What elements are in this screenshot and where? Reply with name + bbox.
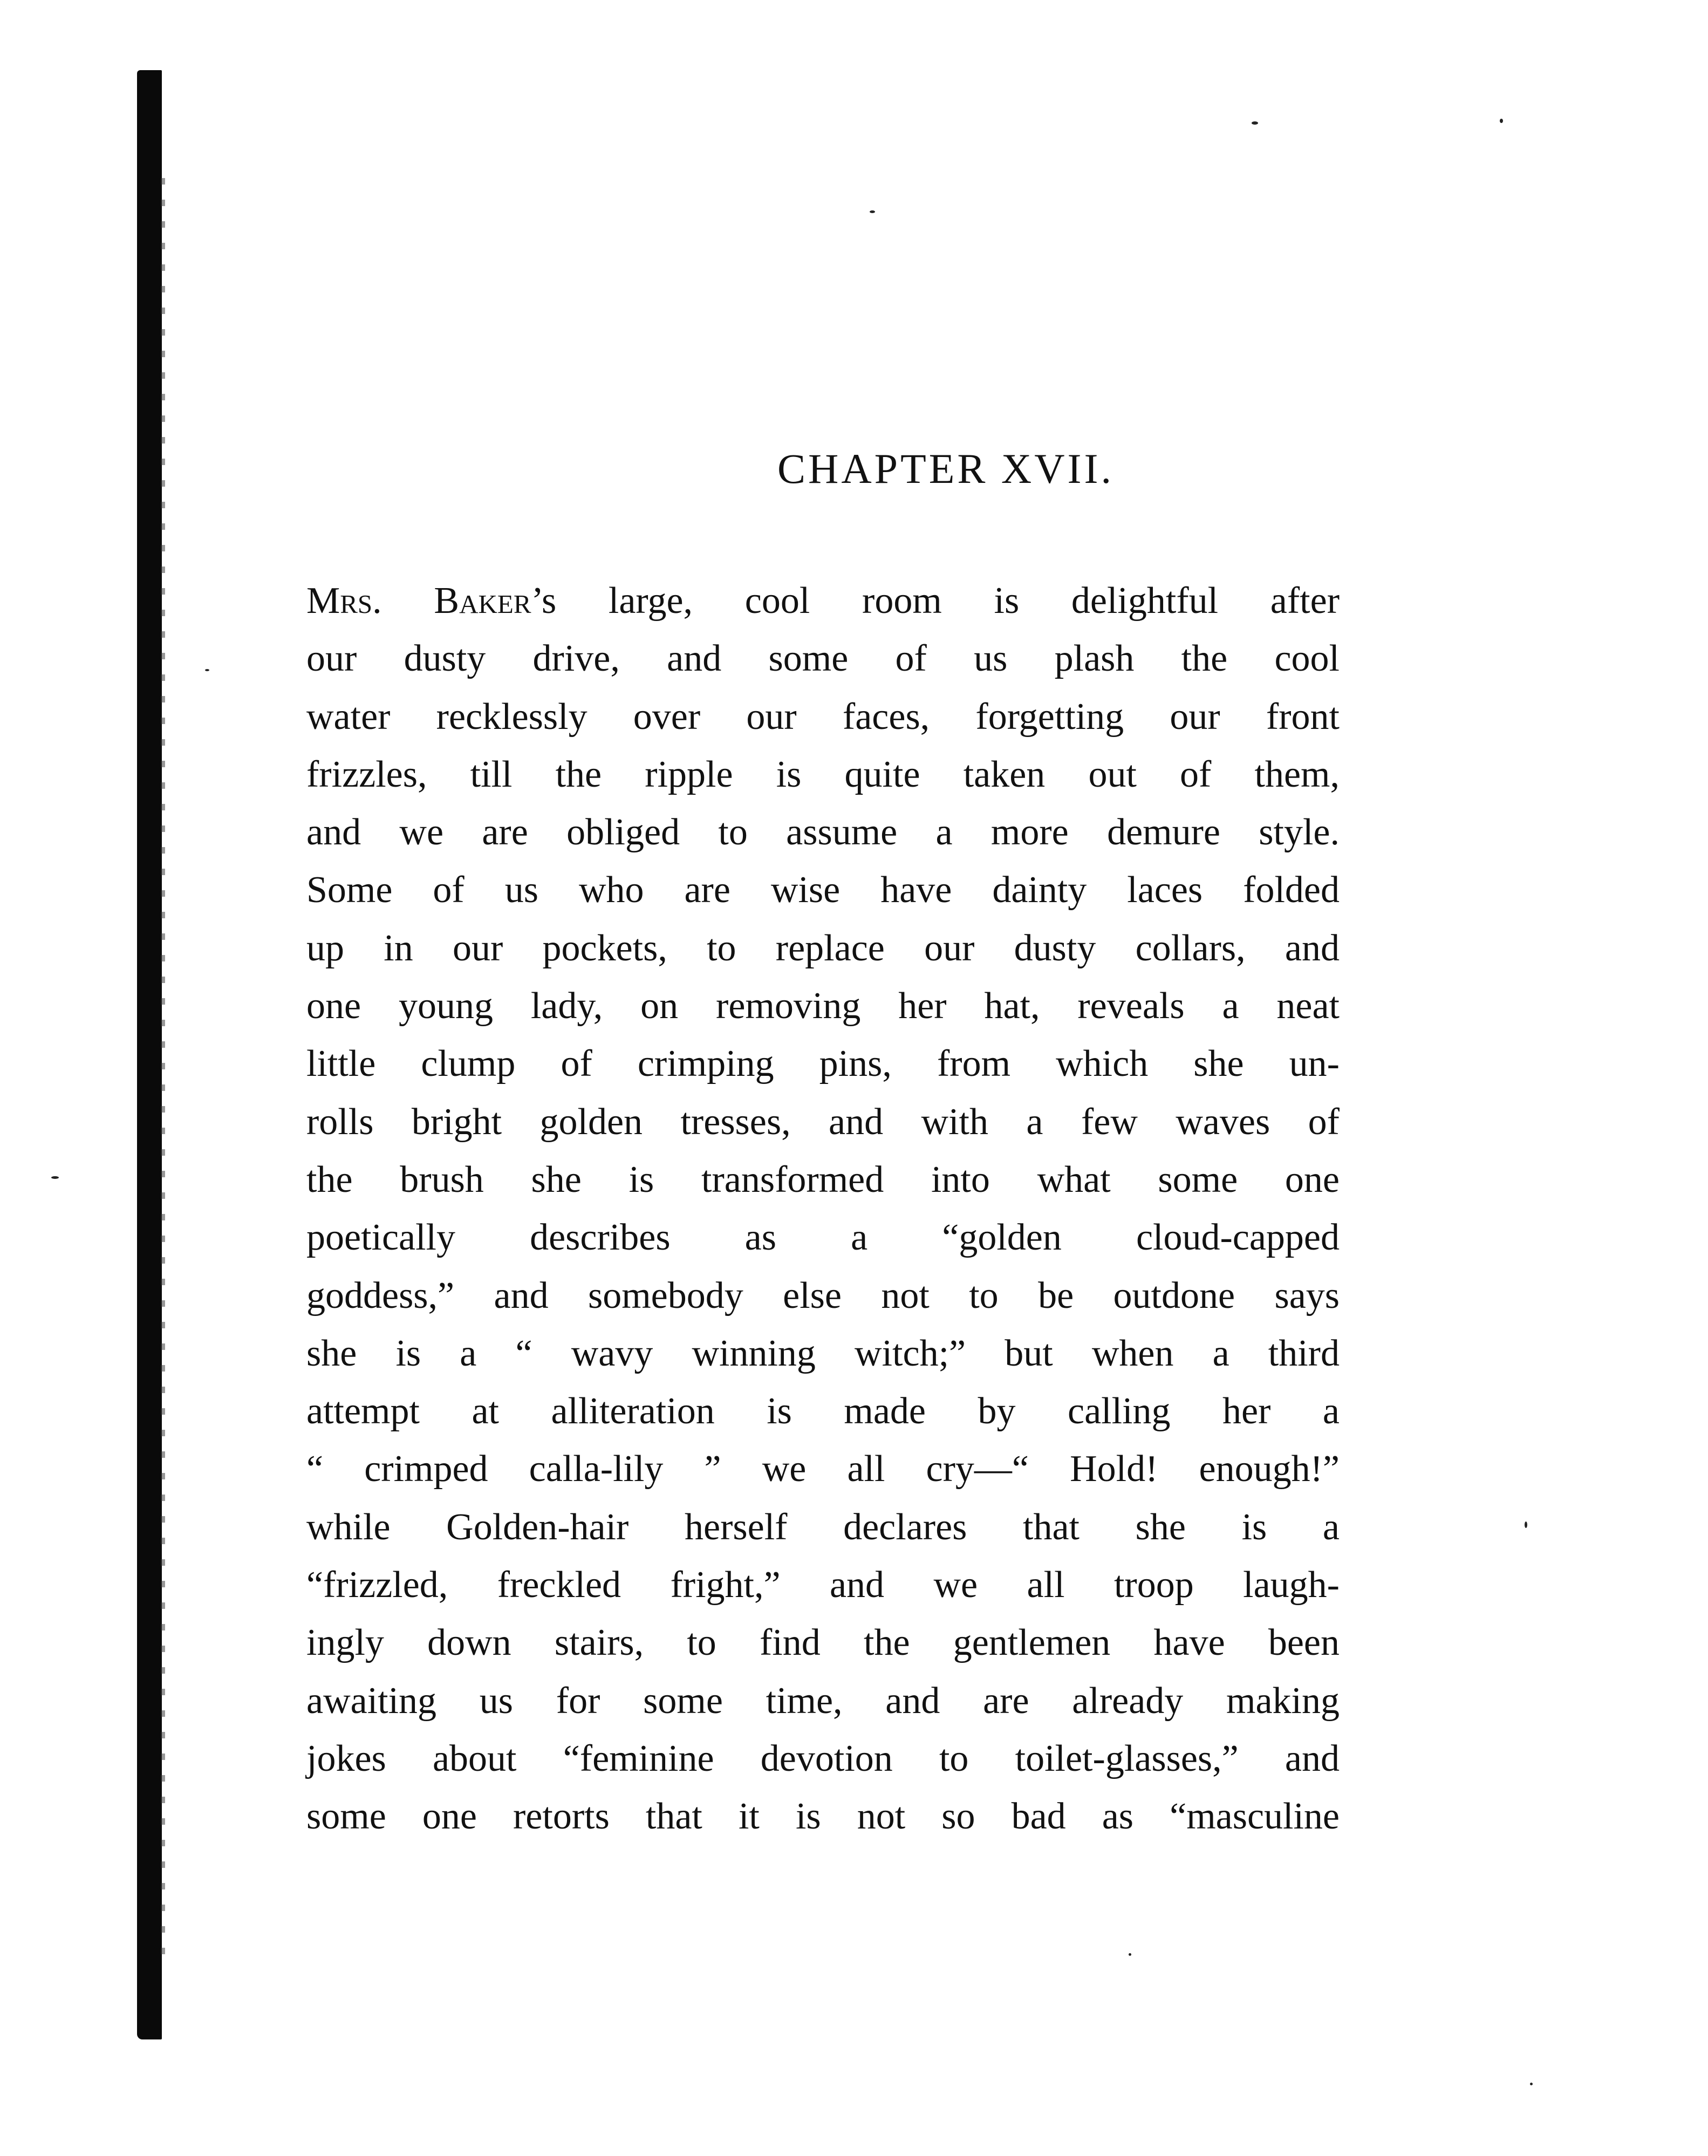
opening-word-baker: Baker (434, 580, 531, 622)
text-line: awaiting us for some time, and are already making (306, 1680, 1340, 1722)
text-line: the brush she is transformed into what some one (306, 1158, 1340, 1200)
chapter-body-text (306, 572, 1340, 1846)
text-line: “frizzled, freckled fright,” and we all troop laugh- (306, 1564, 1340, 1606)
text-line: and we are obliged to assume a more demure style. (306, 811, 1340, 854)
text-line: some one retorts that it is not so bad as “masculine (306, 1796, 1340, 1838)
dust-speck (870, 210, 875, 213)
text-line: jokes about “feminine devotion to toilet-glasses,” and (306, 1737, 1340, 1779)
text-line: ingly down stairs, to find the gentlemen have been (306, 1622, 1340, 1664)
dust-speck (1129, 1953, 1131, 1956)
text-line: while Golden-hair herself declares that she is a (306, 1506, 1340, 1548)
book-binding-shadow (137, 70, 162, 2039)
dust-speck (1500, 119, 1503, 123)
text-line: poetically describes as a “golden cloud-capped (306, 1217, 1340, 1259)
text-line (306, 572, 1340, 630)
dust-speck (1530, 2083, 1533, 2085)
text-line: Some of us who are wise have dainty laces folded (306, 869, 1340, 911)
text-line: one young lady, on removing her hat, reveals a neat (306, 985, 1340, 1027)
text-line: “ crimped calla-lily ” we all cry—“ Hold! enough!” (306, 1448, 1340, 1490)
opening-line-rest: ’s large, cool room is delightful after (531, 580, 1340, 622)
text-line: goddess,” and somebody else not to be outdone says (306, 1274, 1340, 1316)
text-line: frizzles, till the ripple is quite taken out of them, (306, 753, 1340, 795)
text-line: she is a “ wavy winning witch;” but when a third (306, 1332, 1340, 1374)
dust-speck (51, 1176, 59, 1179)
dust-speck (1252, 121, 1258, 125)
text-line: rolls bright golden tresses, and with a few waves of (306, 1101, 1340, 1143)
text-line: little clump of crimping pins, from which she un- (306, 1043, 1340, 1085)
chapter-title: CHAPTER XVII. (777, 445, 1114, 492)
text-line: water recklessly over our faces, forgetting our front (306, 695, 1340, 738)
dust-speck (205, 669, 209, 671)
text-line: our dusty drive, and some of us plash the cool (306, 638, 1340, 680)
dust-speck (1525, 1522, 1527, 1528)
opening-word-mrs: Mrs. (306, 580, 382, 622)
text-line: attempt at alliteration is made by calling her a (306, 1390, 1340, 1432)
text-line: up in our pockets, to replace our dusty collars, and (306, 927, 1340, 969)
